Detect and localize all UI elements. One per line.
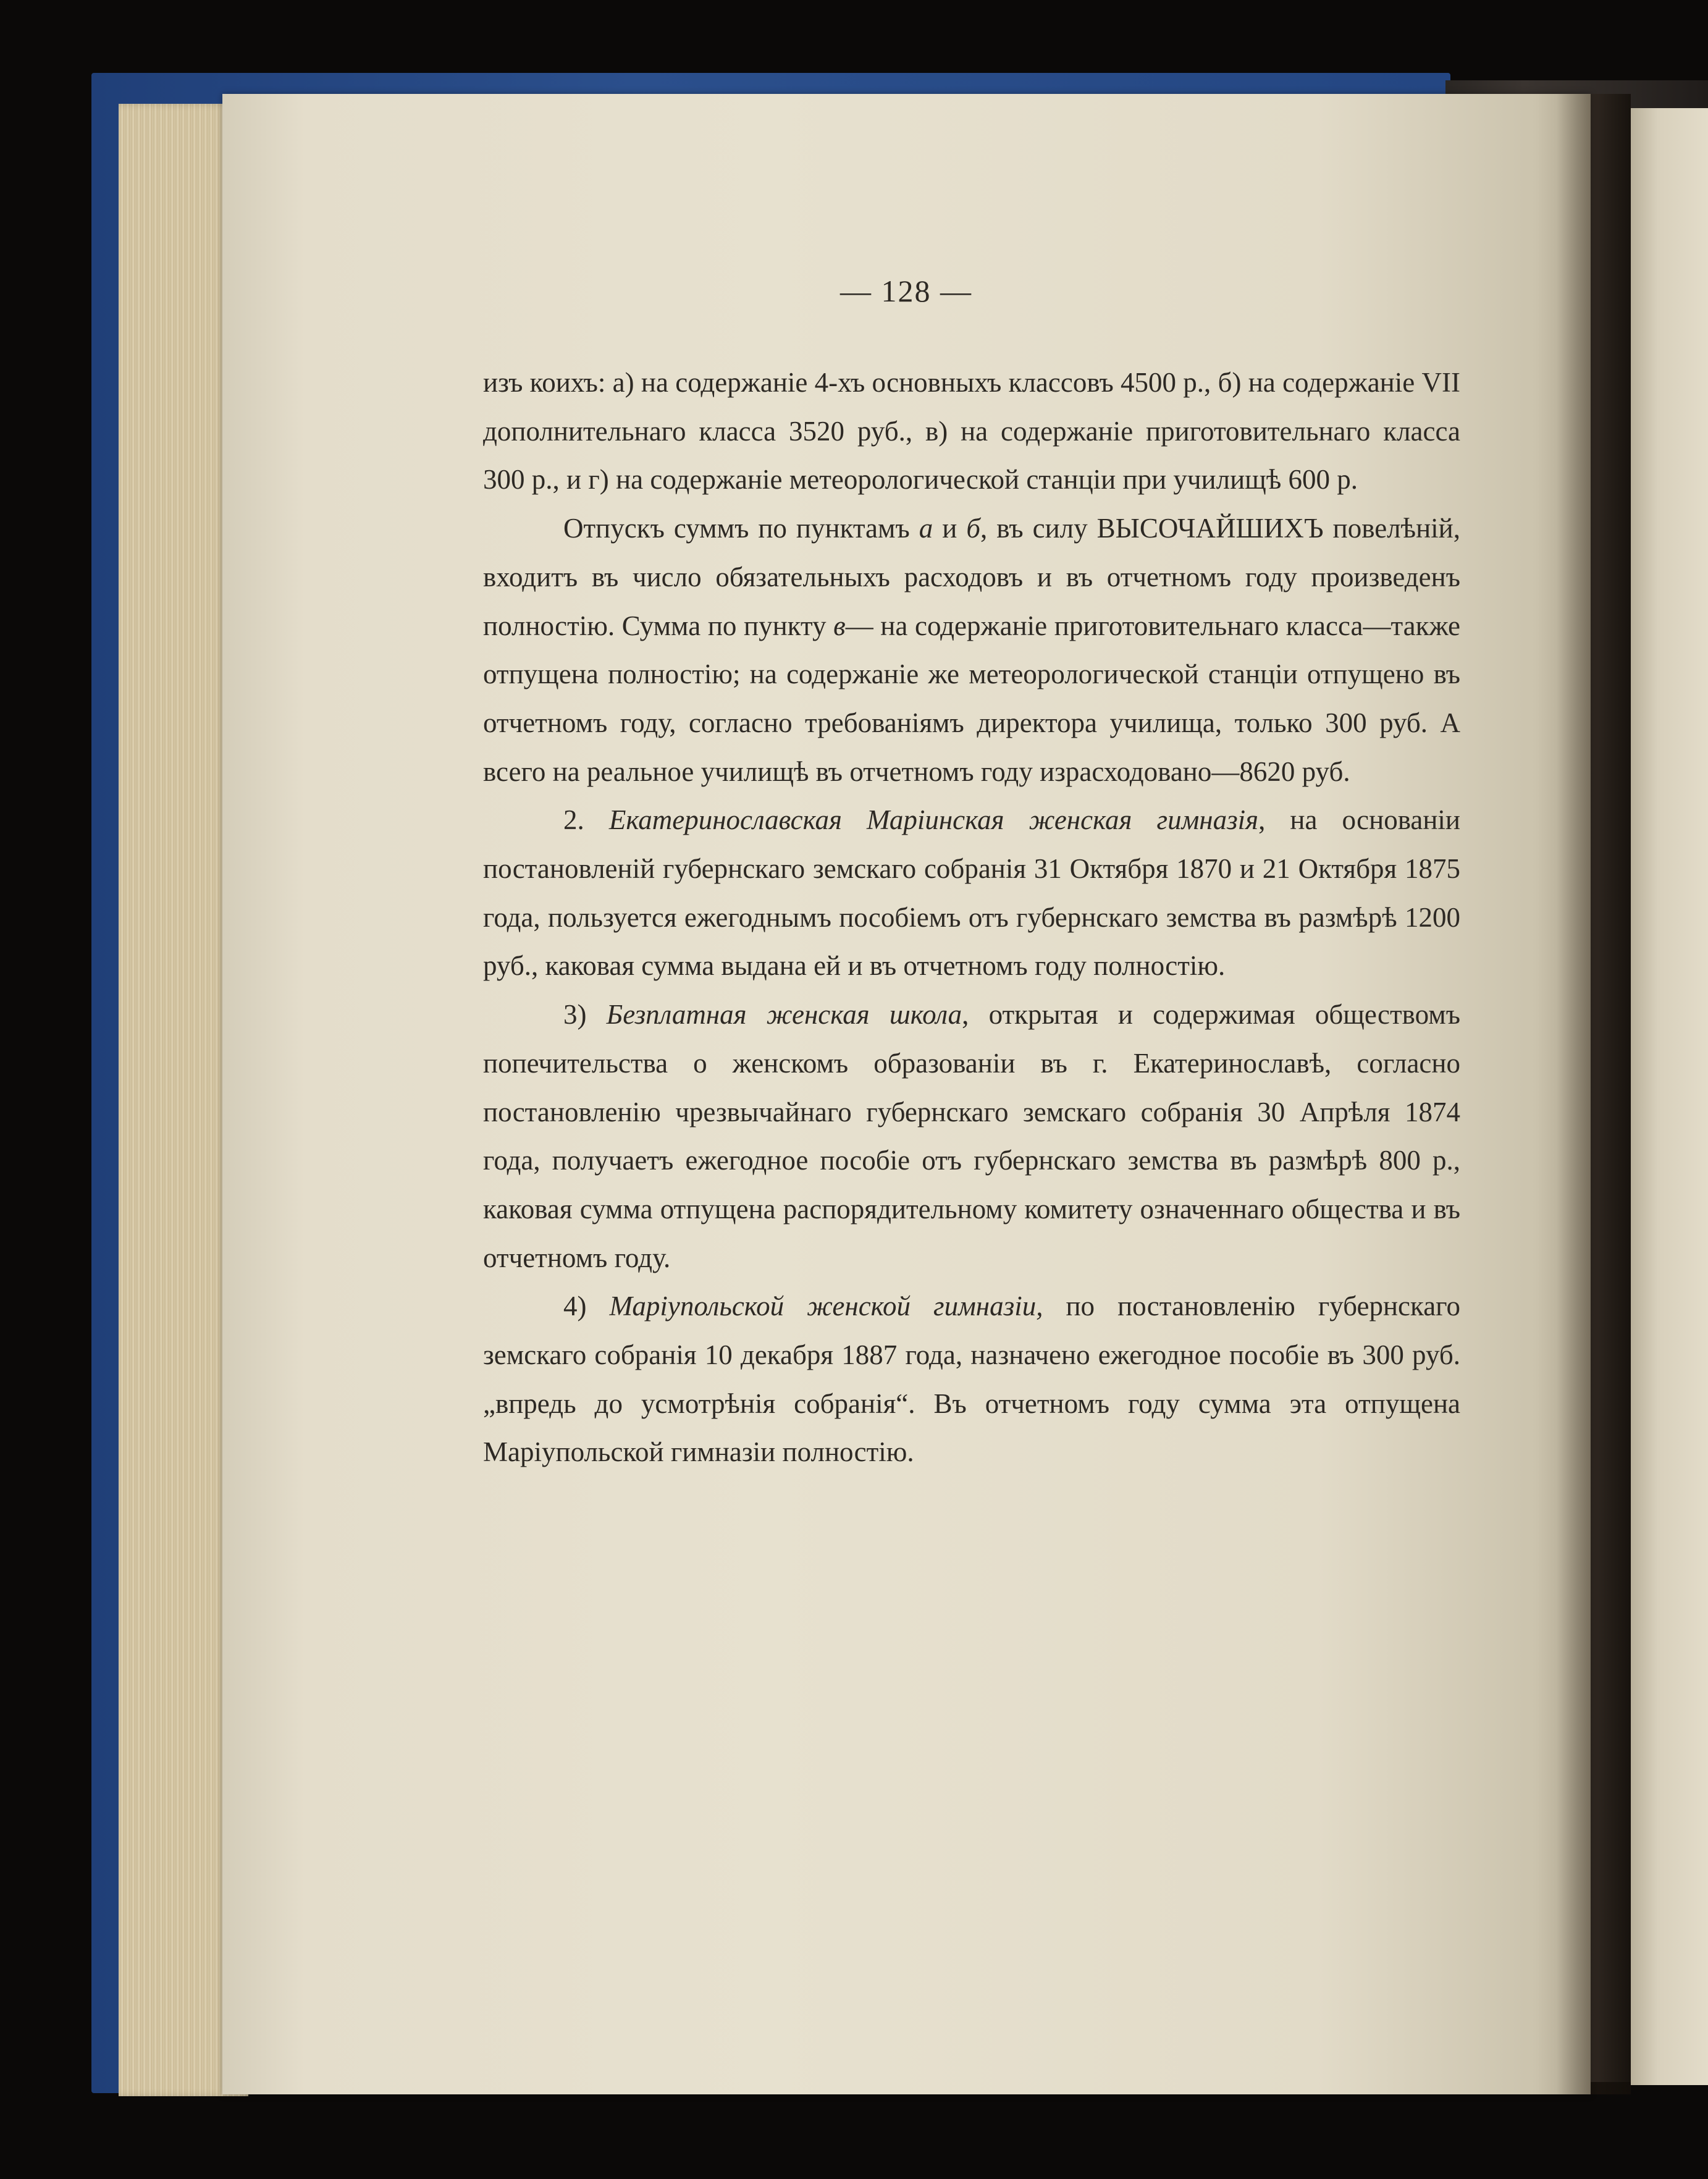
italic-text: Марiупольской женской гимназiи,	[609, 1291, 1043, 1322]
text-run: — на содержанiе приготовительнаго класса—также отпущена полностiю; на содержанiе же метеорологической станцiи отпущено въ отчетномъ году, согласно требованiямъ директора училища, только 300 руб. А всего на реальное училищѣ въ отчетномъ году израсходовано—8620 руб.	[483, 610, 1460, 787]
paragraph	[483, 1282, 1460, 1477]
text-run: 4)	[563, 1291, 610, 1322]
text-run: Отпускъ суммъ по пунктамъ	[563, 513, 919, 544]
italic-text: а	[919, 513, 933, 544]
text-run: 2.	[563, 804, 609, 836]
page-gutter	[1557, 94, 1631, 2094]
paragraph	[483, 990, 1460, 1282]
facing-page-edge	[1631, 108, 1708, 2085]
text-run: , въ силу ВЫСОЧАЙШИХЪ повелѣнiй, входитъ въ число обязательныхъ расходовъ и въ отчетномъ году произведенъ полностiю. Сумма по пункту	[483, 513, 1460, 641]
paragraph	[483, 796, 1460, 990]
page-number: — 128 —	[840, 274, 972, 308]
italic-text: б	[966, 513, 980, 544]
italic-text: Безплатная женская школа	[606, 999, 962, 1030]
text-run: и	[933, 513, 967, 544]
text-run: , на основанiи постановленiй губернскаго земскаго собранiя 31 Октября 1870 и 21 Октября 1875 года, пользуется ежегоднымъ пособiемъ отъ губернскаго земства въ размѣрѣ 1200 руб., каковая сумма выдана ей и въ отчетномъ году полностiю.	[483, 804, 1460, 982]
italic-text: Екатеринославская Марiинская женская гимназiя	[608, 804, 1259, 836]
text-run: по постановленiю губернскаго земскаго собранiя 10 декабря 1887 года, назначено ежегодное пособiе въ 300 руб. „впредь до усмотрѣнiя собранiя“. Въ отчетномъ году сумма эта отпущена Марiупольской гимназiи полностiю.	[483, 1291, 1461, 1468]
page-text	[483, 358, 1460, 1477]
italic-text: в	[833, 610, 846, 641]
paragraph	[483, 504, 1460, 796]
text-run: 3)	[563, 999, 607, 1030]
text-run: , открытая и содержимая обществомъ попечительства о женскомъ образованiи въ г. Екатеринославѣ, согласно постановленiю чрезвычайнаго губернскаго земскаго собранiя 30 Апрѣля 1874 года, получаетъ ежегодное пособiе отъ губернскаго земства въ размѣрѣ 800 р., каковая сумма отпущена распорядительному комитету означеннаго общества и въ отчетномъ году.	[483, 999, 1460, 1273]
text-run: изъ коихъ: а) на содержанiе 4-хъ основныхъ классовъ 4500 р., б) на содержанiе VII дополнительнаго класса 3520 руб., в) на содержанiе приготовительнаго класса 300 р., и г) на содержанiе метеорологической станцiи при училищѣ 600 р.	[483, 367, 1460, 495]
paragraph	[483, 358, 1460, 504]
